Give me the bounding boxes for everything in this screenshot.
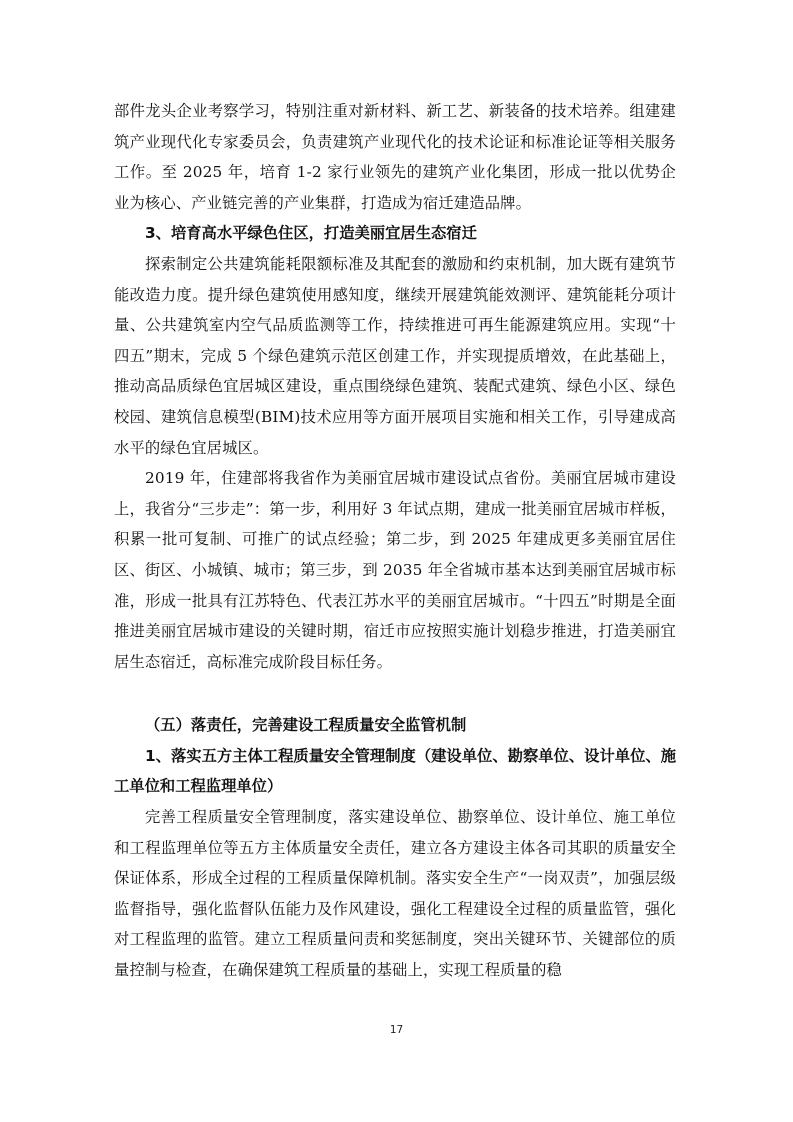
page-number: 17: [389, 1024, 404, 1036]
document-page: [114, 96, 676, 986]
paragraph-quality-safety: 完善工程质量安全管理制度，落实建设单位、勘察单位、设计单位、施工单位和工程监理单位等五方主体质量安全责任，建立各方建设主体各司其职的质量安全保证体系，形成全过程的工程质量保障机制。落实安全生产“一岗双责”，加强层级监督指导，强化监督队伍能力及作风建设，强化工程建设全过程的质量监管，强化对工程监理的监管。建立工程质量问责和奖惩制度，突出关键环节、关键部位的质量控制与检查，在确保建筑工程质量的基础上，实现工程质量的稳: [114, 808, 676, 980]
subsection-heading-1: 1、落实五方主体工程质量安全管理制度（建设单位、勘察单位、设计单位、施工单位和工程监理单位）: [114, 746, 676, 796]
section-heading-5: （五）落责任，完善建设工程质量安全监管机制: [145, 716, 467, 735]
paragraph-green-buildings: 探索制定公共建筑能耗限额标准及其配套的激励和约束机制，加大既有建筑节能改造力度。提升绿色建筑使用感知度，继续开展建筑能效测评、建筑能耗分项计量、公共建筑室内空气品质监测等工作，持续推进可再生能源建筑应用。实现“十四五”期末，完成 5 个绿色建筑示范区创建工作，并实现提质增效，在此基础上，推动高品质绿色宜居城区建设，重点围绕绿色建筑、装配式建筑、绿色小区、绿色校园、建筑信息模型(BIM)技术应用等方面开展项目实施和相关工作，引导建成高水平的绿色宜居城区。: [114, 254, 676, 457]
paragraph-livable-city: 2019 年，住建部将我省作为美丽宜居城市建设试点省份。美丽宜居城市建设上，我省分“三步走”：第一步，利用好 3 年试点期，建成一批美丽宜居城市样板，积累一批可复制、可推广的试点经验；第二步，到 2025 年建成更多美丽宜居住区、街区、小城镇、城市；第三步，到 2035 年全省城市基本达到美丽宜居城市标准，形成一批具有江苏特色、代表江苏水平的美丽宜居城市。“十四五”时期是全面推进美丽宜居城市建设的关键时期，宿迁市应按照实施计划稳步推进，打造美丽宜居生态宿迁，高标准完成阶段目标任务。: [114, 469, 676, 671]
subsection-heading-3: 3、培育高水平绿色住区，打造美丽宜居生态宿迁: [145, 224, 477, 243]
paragraph-continued: 部件龙头企业考察学习，特别注重对新材料、新工艺、新装备的技术培养。组建建筑产业现代化专家委员会，负责建筑产业现代化的技术论证和标准论证等相关服务工作。至 2025 年，培育 1-2 家行业领先的建筑产业化集团，形成一批以优势企业为核心、产业链完善的产业集群，打造成为宿迁建造品牌。: [114, 102, 676, 212]
